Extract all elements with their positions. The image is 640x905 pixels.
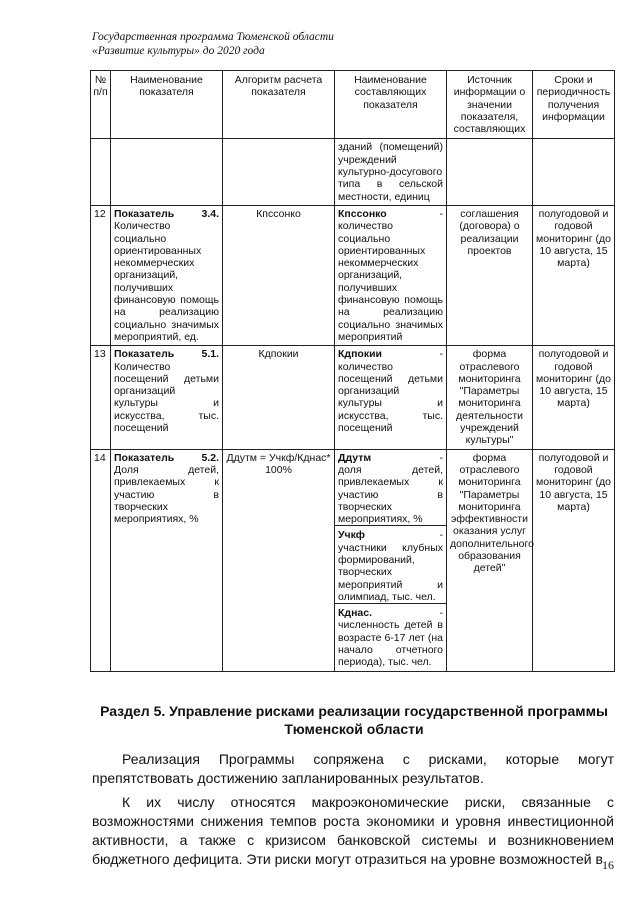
page-number: 16	[602, 858, 614, 872]
col-header-period: Сроки и периодичность получения информации	[533, 71, 615, 139]
paragraph: К их числу относятся макроэкономические риски, связанные с возможностями снижения темпов роста экономики и уровня инвестиционной активности, а также с кризисом банковской системы и возникновением бюджетного дефицита. Эти риски могут отразиться на уровне возможностей в	[92, 794, 614, 867]
continuation-cell: зданий (помещений) учреждений культурно-досугового типа в сельской местности, единиц	[335, 139, 447, 205]
section-title: Раздел 5. Управление рисками реализации государственной программы Тюменской области	[100, 703, 608, 737]
table-header-row	[91, 71, 615, 139]
row-number: 12	[91, 205, 111, 345]
table-row	[91, 346, 615, 449]
source-cell: форма отраслевого мониторинга "Параметры мониторинга эффективности оказания услуг дополнительного образования детей"	[447, 449, 533, 671]
indicator-cell: Показатель 5.2. Доля детей, привлекаемых к участию в творческих мероприятиях, %	[111, 449, 223, 671]
document-header	[92, 30, 334, 58]
period-cell: полугодовой и годовой мониторинг (до 10 августа, 15 марта)	[533, 205, 615, 345]
algorithm-cell: Ддутм = Учкф/Кднас* 100%	[223, 449, 335, 671]
indicator-name: Количество посещений детьми организаций культуры и искусства, тыс. посещений	[114, 360, 219, 435]
indicator-cell: Показатель 3.4. Количество социально ориентированных некоммерческих организаций, получивших финансовую помощь на реализацию социально значимых мероприятий, ед.	[111, 205, 223, 345]
indicator-cell: Показатель 5.1. Количество посещений детьми организаций культуры и искусства, тыс. посещений	[111, 346, 223, 449]
indicators-table	[90, 70, 615, 672]
col-header-name: Наименование показателя	[111, 71, 223, 139]
paragraph: Реализация Программы сопряжена с рисками, которые могут препятствовать достижению запланированных результатов.	[92, 751, 614, 786]
source-cell: форма отраслевого мониторинга "Параметры мониторинга деятельности учреждений культуры"	[447, 346, 533, 449]
col-header-algorithm: Алгоритм расчета показателя	[223, 71, 335, 139]
components-cell: Кдпокии - количество посещений детьми организаций культуры и искусства, тыс. посещений	[335, 346, 447, 449]
algorithm-cell: Кдпокии	[223, 346, 335, 449]
table-row	[91, 449, 615, 671]
indicator-name: Количество социально ориентированных некоммерческих организаций, получивших финансовую помощь на реализацию социально значимых мероприятий, ед.	[114, 220, 219, 343]
indicator-name: Доля детей, привлекаемых к участию в творческих мероприятиях, %	[114, 463, 219, 526]
algorithm-cell: Кпссонко	[223, 205, 335, 345]
components-cell: Ддутм - доля детей, привлекаемых к участию в творческих мероприятиях, % Учкф - участники клубных формирований, творческих мероприятий и олимпиад, тыс. чел. Кднас. - численность детей в возрасте 6-17 лет (на начало отчетного периода), тыс. чел.	[335, 449, 447, 671]
col-header-num: № п/п	[91, 71, 111, 139]
components-cell: Кпссонко - количество социально ориентированных некоммерческих организаций, получивших финансовую помощь на реализацию социально значимых мероприятий	[335, 205, 447, 345]
source-cell: соглашения (договора) о реализации проектов	[447, 205, 533, 345]
col-header-source: Источник информации о значении показателя, составляющих	[447, 71, 533, 139]
table-row	[91, 205, 615, 345]
period-cell: полугодовой и годовой мониторинг (до 10 августа, 15 марта)	[533, 449, 615, 671]
col-header-components: Наименование составляющих показателя	[335, 71, 447, 139]
row-number: 13	[91, 346, 111, 449]
table-row-continuation	[91, 139, 615, 205]
row-number: 14	[91, 449, 111, 671]
header-line-2: «Развитие культуры» до 2020 года	[92, 45, 265, 57]
period-cell: полугодовой и годовой мониторинг (до 10 августа, 15 марта)	[533, 346, 615, 449]
header-line-1: Государственная программа Тюменской области	[92, 31, 334, 43]
section-body	[92, 750, 614, 869]
